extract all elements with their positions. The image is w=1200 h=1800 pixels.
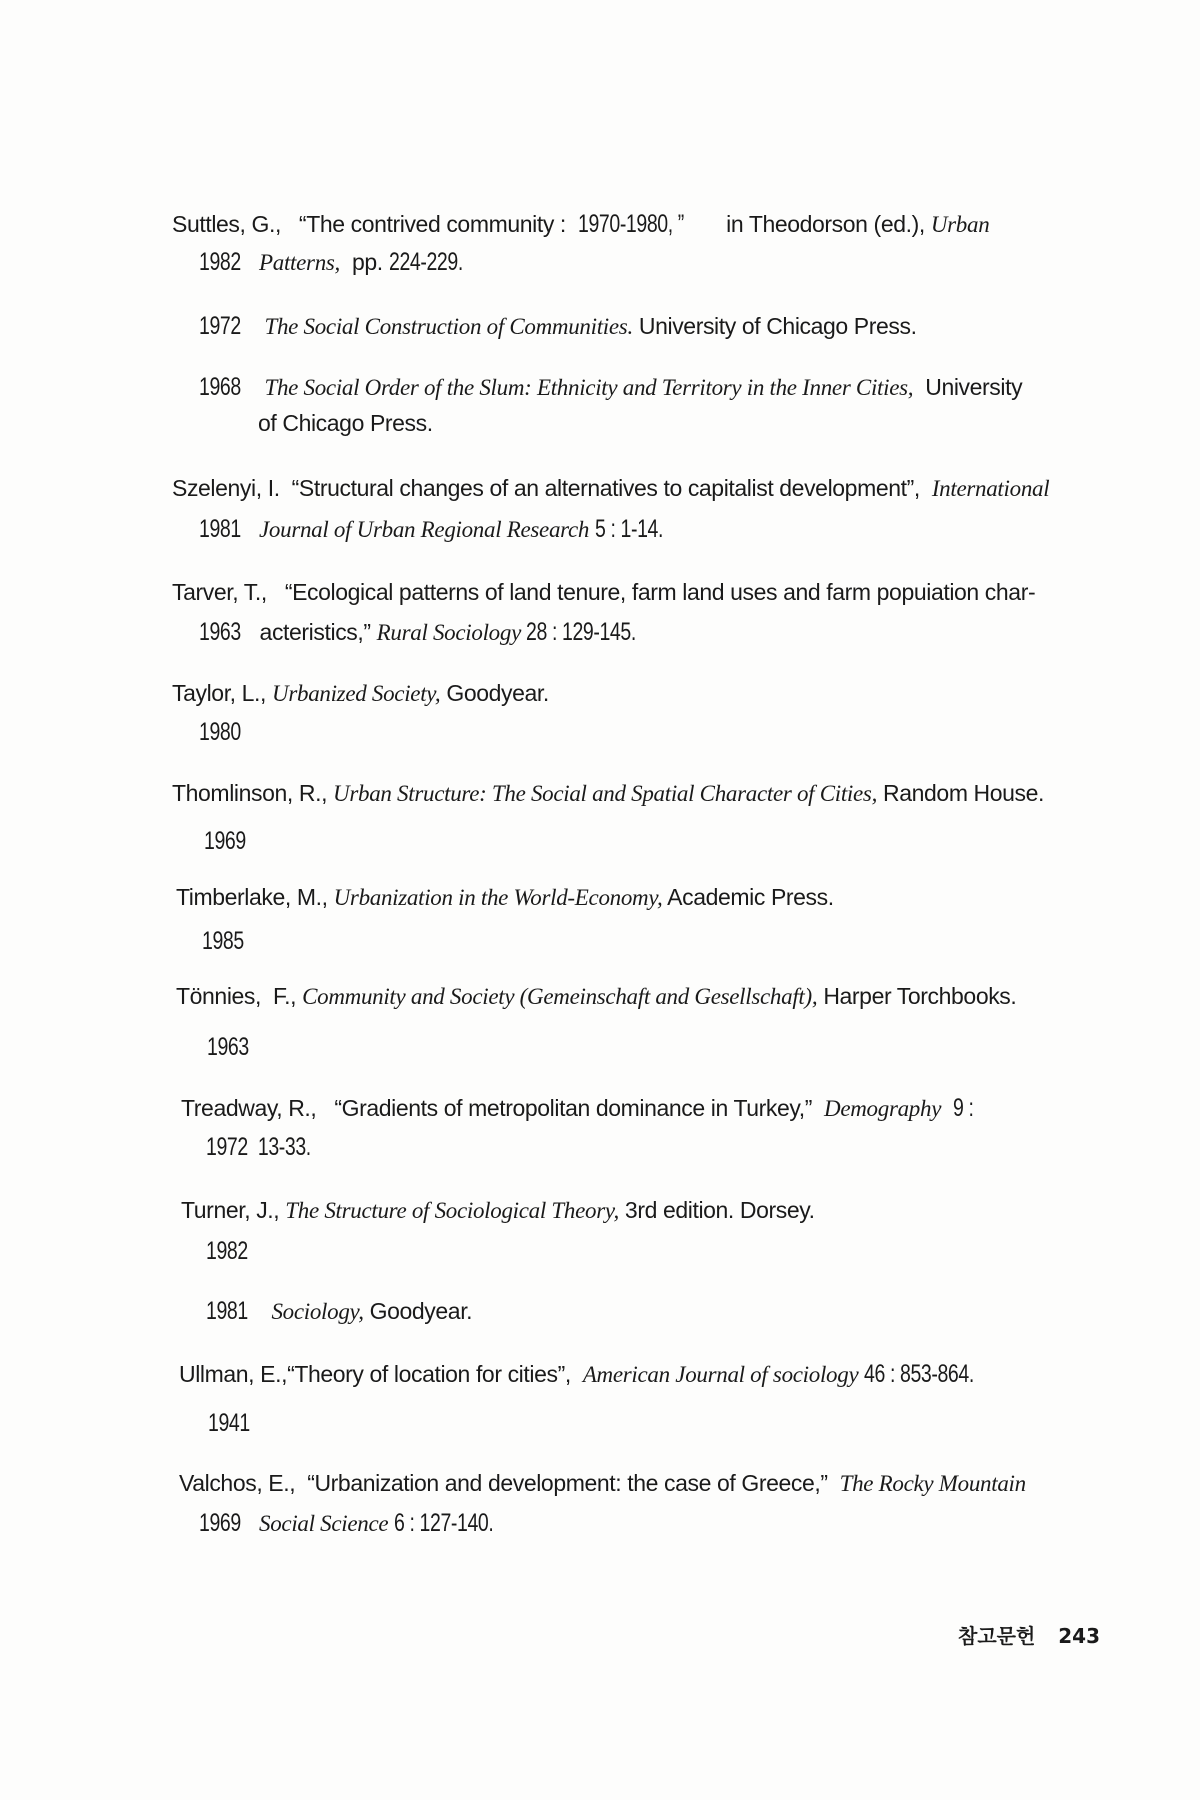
reference-text: University: [913, 374, 1023, 400]
numeric-text: 5 : 1-14.: [594, 515, 663, 543]
italic-title-text: Journal of Urban Regional Research: [253, 517, 595, 542]
reference-line: [181, 1193, 815, 1227]
numeric-text: 1963: [199, 618, 246, 646]
reference-text: Tarver, T., “Ecological patterns of land tenure, farm land uses and farm popuiation char-: [172, 579, 1036, 605]
page-number: 243: [1058, 1624, 1100, 1648]
reference-text: Goodyear.: [363, 1298, 473, 1324]
italic-title-text: Patterns,: [253, 250, 341, 275]
reference-text: Thomlinson, R.,: [172, 780, 334, 806]
reference-line: [172, 471, 1049, 505]
numeric-text: 46 : 853-864.: [863, 1360, 974, 1388]
numeric-text: 1970-1980, ”: [577, 210, 684, 238]
reference-text: of Chicago Press.: [258, 410, 433, 436]
reference-line: [181, 1091, 974, 1125]
running-footer-section: 참고문헌: [958, 1624, 1036, 1648]
italic-title-text: The Structure of Sociological Theory,: [285, 1198, 619, 1223]
reference-line: [206, 1294, 472, 1328]
italic-title-text: Sociology,: [260, 1299, 364, 1324]
reference-line: [202, 924, 250, 958]
numeric-text: 1980: [199, 718, 241, 746]
reference-text: Suttles, G., “The contrived community :: [172, 211, 578, 237]
italic-title-text: Urban Structure: The Social and Spatial Character of Cities,: [333, 781, 878, 806]
numeric-text: 1972 13-33.: [206, 1133, 311, 1161]
reference-text: [941, 1095, 953, 1121]
reference-line: [199, 309, 917, 343]
numeric-text: 1981: [199, 515, 246, 543]
numeric-text: 224-229.: [388, 248, 463, 276]
italic-title-text: Social Science: [253, 1511, 394, 1536]
reference-line: [199, 370, 1022, 404]
page-footer: [958, 1620, 1116, 1649]
reference-line: [204, 824, 252, 858]
italic-title-text: International: [931, 476, 1050, 501]
reference-line: [199, 715, 247, 749]
numeric-text: 1982: [206, 1237, 248, 1265]
numeric-text: 1968: [199, 373, 246, 401]
reference-text: Harper Torchbooks.: [817, 983, 1017, 1009]
reference-text: pp.: [340, 249, 389, 275]
reference-text: Tönnies, F.,: [176, 983, 303, 1009]
reference-line: [206, 1234, 254, 1268]
numeric-text: 1981: [206, 1297, 253, 1325]
reference-line: [176, 880, 834, 914]
reference-text: Timberlake, M.,: [176, 884, 334, 910]
reference-text: acteristics,”: [253, 619, 377, 645]
reference-text: Valchos, E., “Urbanization and development: the case of Greece,”: [179, 1470, 840, 1496]
italic-title-text: Urbanized Society,: [272, 681, 441, 706]
reference-line: [207, 1030, 255, 1064]
numeric-text: 1941: [208, 1409, 250, 1437]
reference-text: Szelenyi, I. “Structural changes of an alternatives to capitalist development”,: [172, 475, 932, 501]
reference-line: [179, 1357, 999, 1391]
reference-line: [172, 776, 1044, 810]
numeric-text: 1972: [199, 312, 246, 340]
reference-line: [206, 1130, 335, 1164]
italic-title-text: The Social Order of the Slum: Ethnicity and Territory in the Inner Cities,: [253, 375, 914, 400]
reference-line: [199, 245, 478, 279]
reference-text: Random House.: [877, 780, 1045, 806]
numeric-text: 1969: [199, 1509, 246, 1537]
numeric-text: 6 : 127-140.: [393, 1509, 494, 1537]
reference-line: [172, 207, 989, 241]
italic-title-text: The Rocky Mountain: [839, 1471, 1026, 1496]
italic-title-text: American Journal of sociology: [582, 1362, 864, 1387]
reference-line: [199, 1506, 516, 1540]
italic-title-text: Rural Sociology: [376, 620, 527, 645]
reference-line: [172, 575, 1035, 609]
numeric-text: 1985: [202, 927, 244, 955]
reference-line: [208, 1406, 256, 1440]
numeric-text: 1969: [204, 827, 246, 855]
reference-line: [176, 979, 1016, 1013]
numeric-text: 1982: [199, 248, 246, 276]
reference-line: [179, 1466, 1026, 1500]
numeric-text: 28 : 129-145.: [526, 618, 637, 646]
reference-text: Ullman, E.,“Theory of location for cities”,: [179, 1361, 583, 1387]
reference-line: [172, 676, 549, 710]
reference-text: Academic Press.: [662, 884, 834, 910]
reference-line: [199, 512, 676, 546]
reference-text: Goodyear.: [440, 680, 549, 706]
italic-title-text: The Social Construction of Communities.: [253, 314, 633, 339]
reference-text: Taylor, L.,: [172, 680, 273, 706]
numeric-text: 1963: [207, 1033, 249, 1061]
reference-text: Treadway, R., “Gradients of metropolitan dominance in Turkey,”: [181, 1095, 825, 1121]
italic-title-text: Urban: [930, 212, 990, 237]
reference-text: 3rd edition. Dorsey.: [618, 1197, 815, 1223]
reference-line: [258, 406, 433, 440]
reference-text: Turner, J.,: [181, 1197, 286, 1223]
reference-line: [199, 615, 662, 649]
italic-title-text: Demography: [824, 1096, 942, 1121]
italic-title-text: Urbanization in the World-Economy,: [333, 885, 663, 910]
numeric-text: 9 :: [953, 1094, 974, 1122]
reference-text: University of Chicago Press.: [632, 313, 917, 339]
reference-text: in Theodorson (ed.),: [708, 211, 931, 237]
italic-title-text: Community and Society (Gemeinschaft and Gesellschaft),: [302, 984, 818, 1009]
